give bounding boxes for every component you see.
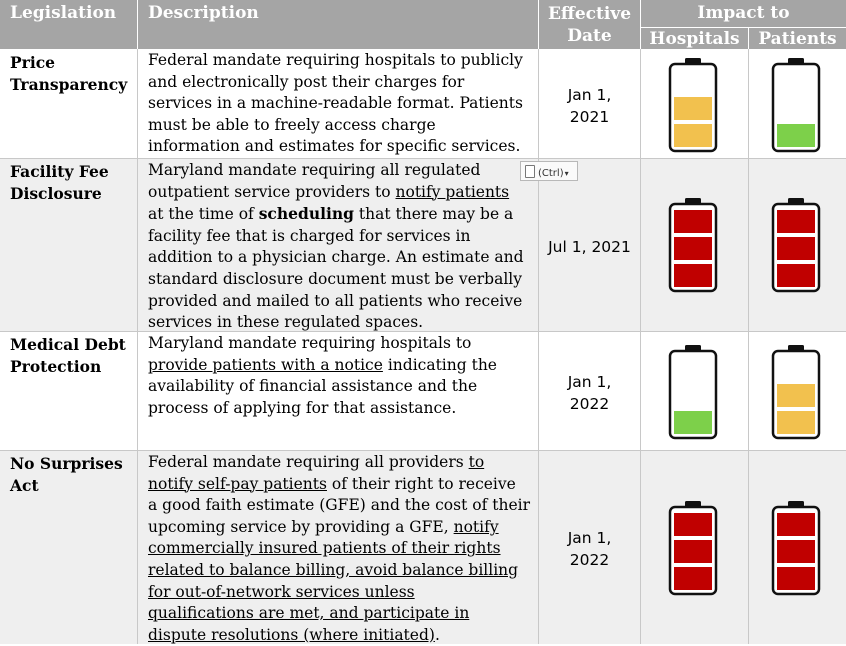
grid-line bbox=[640, 49, 641, 644]
battery-segment bbox=[674, 210, 712, 233]
battery-segment bbox=[777, 540, 815, 563]
legislation-line: Facility Fee bbox=[10, 162, 109, 181]
description-underlined: qualifications are met, and participate in bbox=[148, 604, 470, 623]
battery-svg bbox=[668, 500, 718, 596]
battery-segment bbox=[674, 411, 712, 434]
description-line: provided and mailed to all patients who receive bbox=[148, 291, 523, 310]
legislation-line: Price bbox=[10, 53, 56, 72]
legislation-line: Transparency bbox=[10, 75, 128, 94]
header-date: Date bbox=[567, 26, 612, 46]
row-1-description bbox=[138, 50, 538, 158]
row-4-patients-battery-icon bbox=[771, 500, 821, 600]
row-4-legislation bbox=[0, 451, 137, 497]
header-patients: Patients bbox=[758, 29, 837, 49]
description-underlined: notify self-pay patients bbox=[148, 474, 327, 493]
description-line: services in a machine-readable format. Patients bbox=[148, 94, 523, 113]
battery-svg bbox=[771, 344, 821, 440]
row-1-patients-battery-icon bbox=[771, 57, 821, 157]
description-underlined: provide patients with a notice bbox=[148, 355, 383, 374]
description-text: upcoming service by providing a GFE, bbox=[148, 517, 454, 536]
legislation-line: Medical Debt bbox=[10, 335, 126, 354]
description-line bbox=[148, 182, 538, 204]
header-effective-cell bbox=[539, 0, 640, 49]
legislation-line: No Surprises bbox=[10, 454, 123, 473]
row-3-date bbox=[539, 371, 640, 415]
description-text: at the time of bbox=[148, 205, 259, 224]
description-underlined: commercially insured patients of their rights bbox=[148, 539, 501, 558]
row-4-date bbox=[539, 527, 640, 571]
row-2-hospitals-battery-icon bbox=[668, 197, 718, 297]
row-3-hospitals-battery-icon bbox=[668, 344, 718, 444]
chevron-down-icon: ▾ bbox=[564, 169, 569, 178]
description-underlined: for out-of-network services unless bbox=[148, 582, 415, 601]
battery-segment bbox=[674, 124, 712, 147]
row-1-legislation bbox=[0, 50, 137, 96]
description-line: information and estimates for specific services. bbox=[148, 137, 521, 156]
date-line: Jul 1, 2021 bbox=[548, 238, 631, 256]
grid-line bbox=[748, 49, 749, 644]
row-3-legislation bbox=[0, 332, 137, 378]
header-legislation: Legislation bbox=[10, 3, 117, 23]
description-line: a good faith estimate (GFE) and the cost of their bbox=[148, 496, 530, 515]
description-line bbox=[148, 603, 538, 625]
row-4-hospitals-battery-icon bbox=[668, 500, 718, 600]
description-line: process of applying for that assistance. bbox=[148, 398, 457, 417]
row-2-legislation bbox=[0, 159, 137, 205]
legislation-line: Act bbox=[10, 476, 39, 495]
header-patients-cell bbox=[749, 28, 846, 49]
battery-svg bbox=[668, 57, 718, 153]
date-line: 2022 bbox=[569, 551, 610, 569]
row-1-hospitals-battery-icon bbox=[668, 57, 718, 157]
battery-segment bbox=[777, 513, 815, 536]
description-underlined: dispute resolutions (where initiated) bbox=[148, 625, 435, 644]
header-description-cell bbox=[138, 0, 538, 49]
description-line bbox=[148, 517, 538, 539]
battery-segment bbox=[777, 567, 815, 590]
description-line: standard disclosure document must be verbally bbox=[148, 269, 522, 288]
row-2-date bbox=[539, 236, 640, 258]
battery-segment bbox=[674, 264, 712, 287]
row-4-description bbox=[138, 452, 538, 646]
description-line bbox=[148, 625, 538, 646]
description-bold: scheduling bbox=[258, 204, 354, 224]
battery-segment bbox=[674, 540, 712, 563]
clipboard-icon bbox=[525, 165, 535, 178]
battery-segment bbox=[777, 124, 815, 147]
description-line: must be able to freely access charge bbox=[148, 115, 436, 134]
description-line: Maryland mandate requiring all regulated bbox=[148, 161, 481, 179]
description-line: facility fee that is charged for services in bbox=[148, 226, 471, 245]
battery-segment bbox=[674, 513, 712, 536]
description-underlined: related to balance billing, avoid balance billing bbox=[148, 560, 519, 579]
description-line: Federal mandate requiring hospitals to publicly bbox=[148, 51, 523, 69]
description-text: indicating the bbox=[382, 355, 497, 374]
header-hospitals-cell bbox=[641, 28, 748, 49]
battery-segment bbox=[777, 210, 815, 233]
battery-svg bbox=[668, 197, 718, 293]
legislation-line: Protection bbox=[10, 357, 102, 376]
battery-segment bbox=[777, 264, 815, 287]
date-line: Jan 1, bbox=[567, 529, 612, 547]
description-line: availability of financial assistance and the bbox=[148, 377, 478, 396]
description-text: of their right to receive bbox=[326, 474, 516, 493]
description-text: outpatient service providers to bbox=[148, 182, 396, 201]
battery-segment bbox=[674, 97, 712, 120]
description-line: services in these regulated spaces. bbox=[148, 313, 424, 332]
description-underlined: notify patients bbox=[395, 182, 510, 201]
description-line bbox=[148, 582, 538, 604]
description-line bbox=[148, 538, 538, 560]
description-line bbox=[148, 452, 538, 474]
battery-segment bbox=[674, 567, 712, 590]
description-line: and electronically post their charges for bbox=[148, 72, 465, 91]
header-impact-cell bbox=[641, 0, 846, 27]
paste-options-button[interactable] bbox=[520, 161, 578, 181]
date-line: 2021 bbox=[569, 108, 610, 126]
row-1-date bbox=[539, 84, 640, 128]
row-2-description bbox=[138, 160, 538, 334]
battery-segment bbox=[674, 237, 712, 260]
paste-options-label: (Ctrl) bbox=[538, 168, 564, 179]
legislation-line: Disclosure bbox=[10, 184, 102, 203]
header-description: Description bbox=[148, 3, 259, 23]
battery-segment bbox=[777, 237, 815, 260]
header-hospitals: Hospitals bbox=[649, 29, 740, 49]
date-line: Jan 1, bbox=[567, 86, 612, 104]
header-effective: Effective bbox=[547, 4, 632, 24]
description-line bbox=[148, 474, 538, 496]
description-line: addition to a physician charge. An estimate and bbox=[148, 248, 524, 267]
header-impact: Impact to bbox=[697, 3, 790, 23]
description-line bbox=[148, 560, 538, 582]
description-underlined: to bbox=[468, 453, 485, 471]
description-line bbox=[148, 355, 538, 377]
description-underlined: notify bbox=[453, 517, 499, 536]
row-3-description bbox=[138, 333, 538, 419]
battery-svg bbox=[771, 500, 821, 596]
battery-segment bbox=[777, 384, 815, 407]
row-3-patients-battery-icon bbox=[771, 344, 821, 444]
description-text: . bbox=[434, 625, 440, 644]
header-legislation-cell bbox=[0, 0, 137, 49]
row-2-patients-battery-icon bbox=[771, 197, 821, 297]
description-line: Maryland mandate requiring hospitals to bbox=[148, 334, 472, 352]
description-text: that there may be a bbox=[353, 205, 514, 224]
battery-segment bbox=[777, 411, 815, 434]
description-text: Federal mandate requiring all providers bbox=[148, 453, 469, 471]
battery-svg bbox=[771, 57, 821, 153]
date-line: Jan 1, bbox=[567, 373, 612, 391]
battery-svg bbox=[771, 197, 821, 293]
description-line bbox=[148, 203, 538, 226]
battery-svg bbox=[668, 344, 718, 440]
date-line: 2022 bbox=[569, 395, 610, 413]
